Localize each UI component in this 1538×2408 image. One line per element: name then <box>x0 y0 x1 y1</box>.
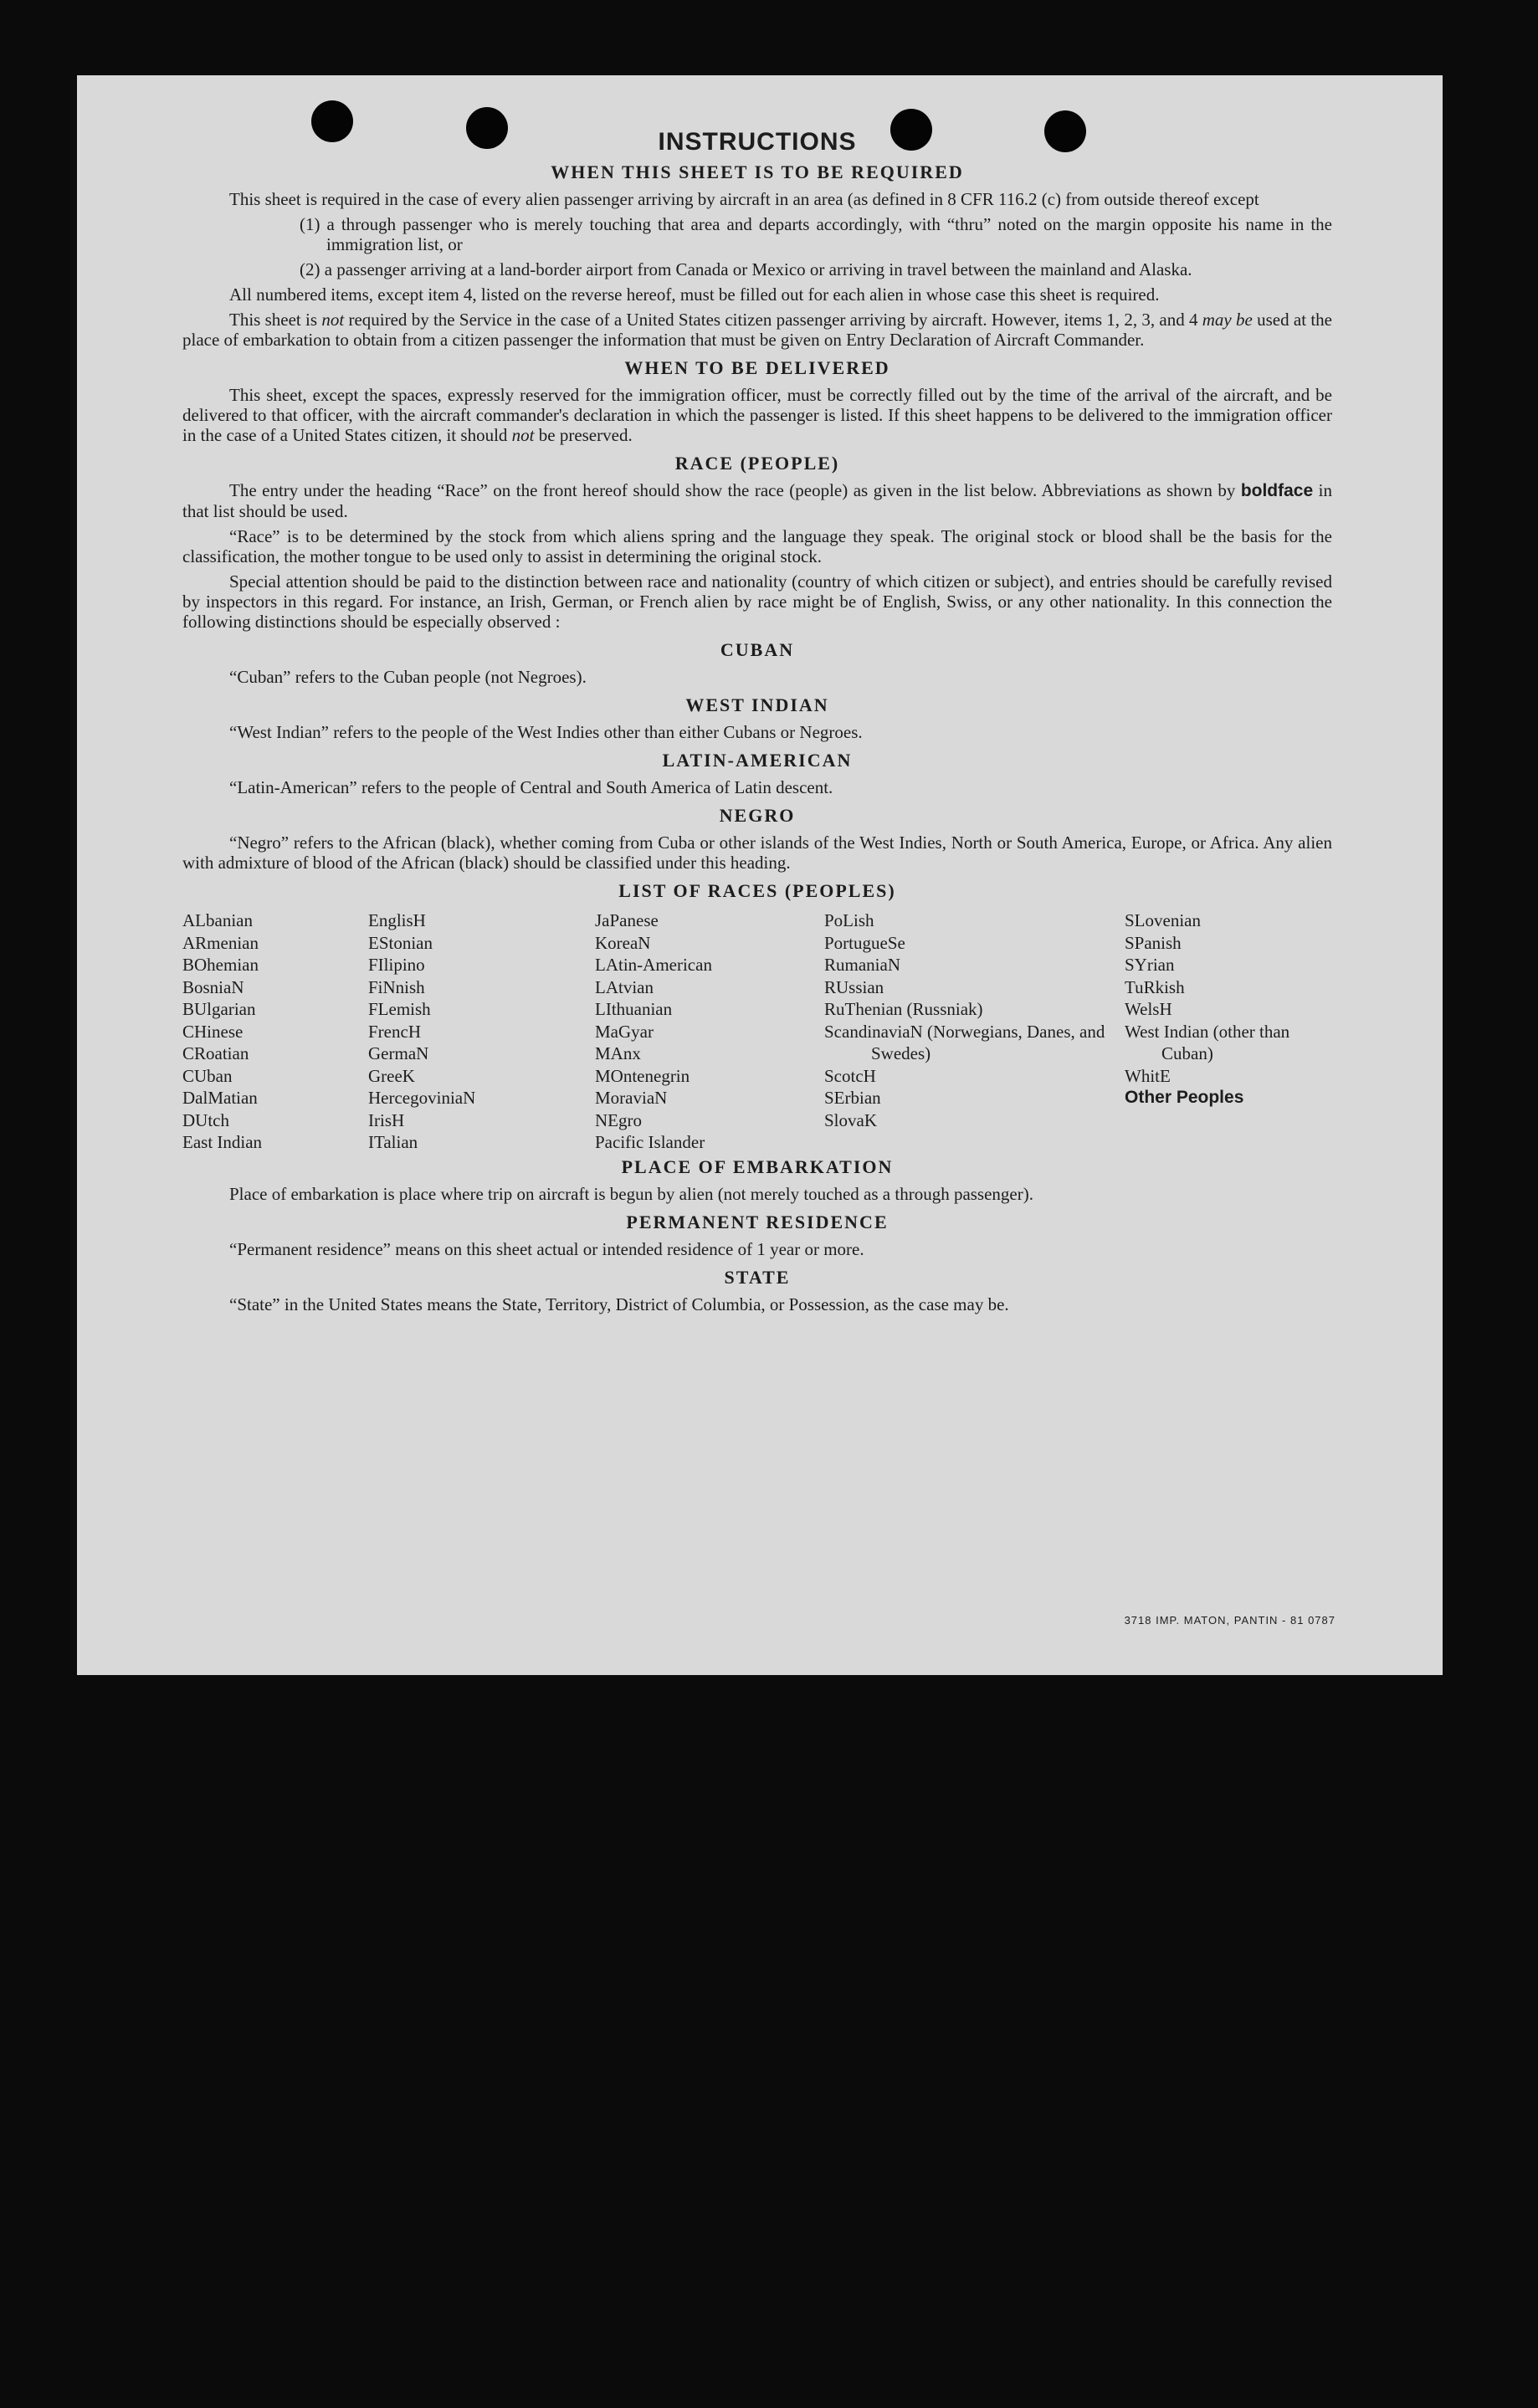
paragraph: “West Indian” refers to the people of the West Indies other than either Cubans or Negroes. <box>229 722 863 742</box>
race-entry: EnglisH <box>368 910 426 930</box>
race-entry: SLovenian <box>1125 910 1201 930</box>
race-entry: EStonian <box>368 932 433 953</box>
race-entry: LAtin-American <box>595 955 712 975</box>
race-entry: PortugueSe <box>824 932 905 953</box>
race-entry: ScandinaviaN (Norwegians, Danes, and Swedes) <box>824 1021 1105 1063</box>
race-entry: RUssian <box>824 976 884 997</box>
paragraph: “State” in the United States means the State, Territory, District of Columbia, or Possession, as the case may be. <box>229 1294 1009 1314</box>
race-entry: ScotcH <box>824 1065 876 1086</box>
race-entry: Pacific Islander <box>595 1132 705 1152</box>
heading-when-required: WHEN THIS SHEET IS TO BE REQUIRED <box>551 161 964 182</box>
paragraph: “Cuban” refers to the Cuban people (not Negroes). <box>229 667 587 687</box>
paragraph: Place of embarkation is place where trip on aircraft is begun by alien (not merely touched as a through passenger). <box>229 1183 1033 1204</box>
paragraph: “Permanent residence” means on this sheet actual or intended residence of 1 year or more. <box>229 1238 864 1259</box>
race-entry: FIlipino <box>368 955 425 975</box>
race-entry: West Indian (other than Cuban) <box>1125 1021 1290 1063</box>
heading-race: RACE (PEOPLE) <box>674 453 840 474</box>
race-entry: CUban <box>182 1065 233 1086</box>
race-entry: MoraviaN <box>595 1088 668 1108</box>
race-entry: SYrian <box>1125 955 1175 975</box>
paragraph: This sheet is not required by the Service in the case of a United States citizen passenger arriving by aircraft. However, items 1, 2, 3, and 4 may be used at the place of embarkation to obtain from a citizen passenger the information that must be given on Entry Declaration of Aircraft Commander. <box>182 310 1332 350</box>
page-title: INSTRUCTIONS <box>658 128 857 156</box>
heading-permanent-residence: PERMANENT RESIDENCE <box>626 1211 889 1232</box>
race-entry: DalMatian <box>182 1088 258 1108</box>
race-entry: IrisH <box>368 1109 405 1130</box>
race-entry: MAnx <box>595 1043 641 1063</box>
race-entry: MaGyar <box>595 1021 654 1042</box>
races-column <box>595 909 824 1154</box>
race-entry: Other Peoples <box>1125 1088 1244 1107</box>
race-entry: FrencH <box>368 1021 421 1042</box>
race-entry: TuRkish <box>1125 976 1185 997</box>
paragraph: The entry under the heading “Race” on the front hereof should show the race (people) as given in the list below. Abbreviations as shown by boldface in that list should be used. <box>182 480 1332 521</box>
race-entry: BOhemian <box>182 955 259 975</box>
paragraph: “Negro” refers to the African (black), whether coming from Cuba or other islands of the West Indies, North or South America, Europe, or Africa. Any alien with admixture of blood of the African (black) should be classified under this heading. <box>182 833 1332 873</box>
heading-state: STATE <box>724 1266 791 1288</box>
race-entry: FLemish <box>368 999 431 1019</box>
sheet-content <box>182 126 1332 1319</box>
race-entry: SlovaK <box>824 1109 877 1130</box>
race-entry: LAtvian <box>595 976 654 997</box>
race-entry: ARmenian <box>182 932 259 953</box>
paragraph: Special attention should be paid to the distinction between race and nationality (country of which citizen or subject), and entries should be carefully revised by inspectors in this regard. For instance, an Irish, German, or French alien by race might be of English, Swiss, or any other nationality. In this connection the following distinctions should be especially observed : <box>182 571 1332 632</box>
race-entry: SPanish <box>1125 932 1182 953</box>
heading-cuban: CUBAN <box>720 639 795 660</box>
race-entry: GreeK <box>368 1065 415 1086</box>
heading-when-delivered: WHEN TO BE DELIVERED <box>624 357 890 378</box>
race-entry: NEgro <box>595 1109 642 1130</box>
race-entry: SErbian <box>824 1088 881 1108</box>
race-entry: KoreaN <box>595 932 651 953</box>
race-entry: ITalian <box>368 1132 418 1152</box>
race-entry: ALbanian <box>182 910 253 930</box>
paragraph: All numbered items, except item 4, listed on the reverse hereof, must be filled out for each alien in whose case this sheet is required. <box>229 284 1160 305</box>
paragraph: “Race” is to be determined by the stock from which aliens spring and the language they speak. The original stock or blood shall be the basis for the classification, the mother tongue to be used only to assist in determining the original stock. <box>182 526 1332 566</box>
race-entry: RumaniaN <box>824 955 900 975</box>
race-entry: WelsH <box>1125 999 1172 1019</box>
race-entry: BosniaN <box>182 976 244 997</box>
races-column <box>1125 909 1332 1154</box>
race-entry: HercegoviniaN <box>368 1088 476 1108</box>
races-column <box>182 909 368 1154</box>
heading-negro: NEGRO <box>719 805 796 826</box>
race-entry: CHinese <box>182 1021 244 1042</box>
race-entry: GermaN <box>368 1043 429 1063</box>
heading-west-indian: WEST INDIAN <box>685 694 829 715</box>
instruction-sheet <box>77 75 1443 1675</box>
race-entry: LIthuanian <box>595 999 673 1019</box>
heading-list-of-races: LIST OF RACES (PEOPLES) <box>618 880 896 901</box>
race-entry: JaPanese <box>595 910 659 930</box>
race-entry: PoLish <box>824 910 874 930</box>
races-column <box>824 909 1125 1154</box>
list-item: (2) a passenger arriving at a land-border airport from Canada or Mexico or arriving in travel between the mainland and Alaska. <box>300 259 1192 279</box>
race-entry: FiNnish <box>368 976 425 997</box>
paragraph: This sheet, except the spaces, expressly reserved for the immigration officer, must be correctly filled out by the time of the arrival of the aircraft, and be delivered to that officer, with the aircraft commander's declaration in which the passenger is listed. If this sheet happens to be delivered to the immigration officer in the case of a United States citizen, it should not be preserved. <box>182 385 1332 445</box>
race-entry: DUtch <box>182 1109 229 1130</box>
race-entry: WhitE <box>1125 1065 1171 1086</box>
race-entry: MOntenegrin <box>595 1065 690 1086</box>
race-entry: RuThenian (Russniak) <box>824 999 983 1019</box>
race-entry: BUlgarian <box>182 999 256 1019</box>
paragraph: “Latin-American” refers to the people of Central and South America of Latin descent. <box>229 777 833 797</box>
race-entry: East Indian <box>182 1132 263 1152</box>
heading-place-of-embarkation: PLACE OF EMBARKATION <box>621 1155 894 1177</box>
race-entry: CRoatian <box>182 1043 249 1063</box>
heading-latin-american: LATIN-AMERICAN <box>662 750 853 771</box>
paragraph: This sheet is required in the case of every alien passenger arriving by aircraft in an area (as defined in 8 CFR 116.2 (c) from outside thereof except <box>229 189 1259 209</box>
races-list <box>182 909 1332 1154</box>
races-column <box>368 909 595 1154</box>
print-code: 3718 IMP. MATON, PANTIN - 81 0787 <box>1124 1614 1335 1627</box>
list-item: (1) a through passenger who is merely touching that area and departs accordingly, with “thru” noted on the margin opposite his name in the immigration list, or <box>300 214 1332 254</box>
